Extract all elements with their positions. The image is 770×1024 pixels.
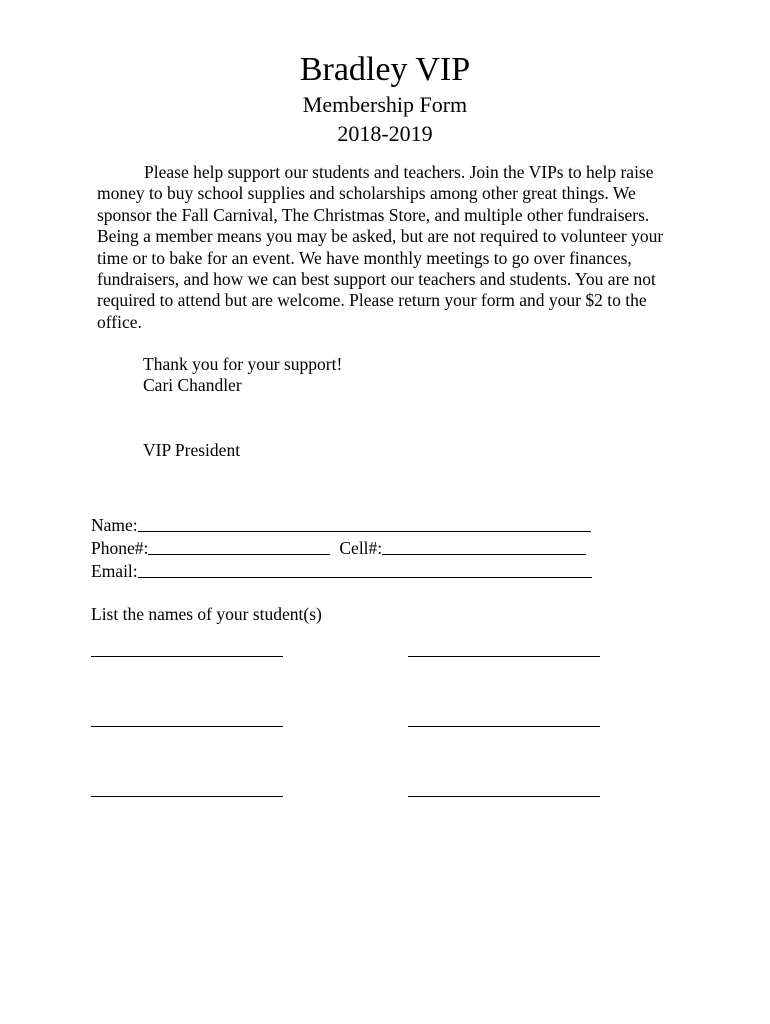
students-label: List the names of your student(s) [91,604,322,624]
email-row [91,560,592,582]
student-name-field[interactable] [91,726,283,727]
name-field[interactable] [138,514,591,532]
email-field[interactable] [138,560,592,578]
name-label: Name: [91,515,138,535]
student-name-field[interactable] [408,656,600,657]
signer-name: Cari Chandler [143,375,242,395]
name-row [91,514,591,536]
cell-label: Cell#: [339,538,383,558]
phone-label: Phone#: [91,538,149,558]
cell-field[interactable] [382,537,586,555]
thanks-line: Thank you for your support! [143,354,343,374]
school-year: 2018-2019 [337,121,433,146]
student-name-field[interactable] [408,726,600,727]
form-title: Bradley VIP [299,51,471,88]
email-label: Email: [91,561,138,581]
signer-role: VIP President [143,440,241,460]
form-subtitle: Membership Form [302,92,468,117]
phone-row [91,537,586,559]
student-name-field[interactable] [91,656,283,657]
student-name-field[interactable] [408,796,600,797]
student-name-field[interactable] [91,796,283,797]
phone-field[interactable] [148,537,330,555]
intro-paragraph: Please help support our students and teachers. Join the VIPs to help raise money to buy school supplies and scholarships among other great things. We sponsor the Fall Carnival, The Christmas Store, and multiple other fundraisers. Being a member means you may be asked, but are not required to volunteer your time or to bake for an event. We have monthly meetings to go over finances, fundraisers, and how we can best support our teachers and students. You are not required to attend but are welcome. Please return your form and your $2 to the office. [97,162,664,332]
